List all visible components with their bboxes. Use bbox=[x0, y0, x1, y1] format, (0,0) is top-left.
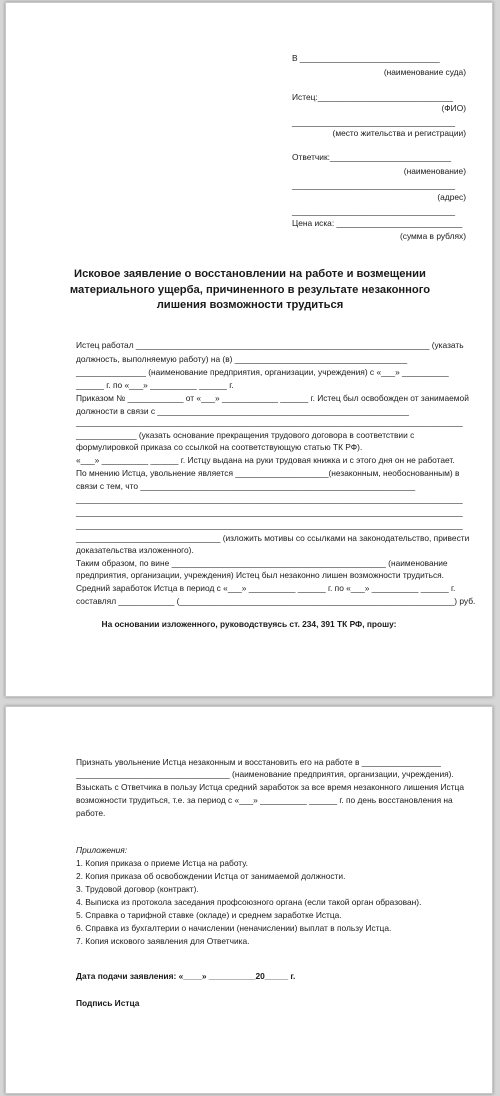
attachment-item: 6. Справка из бухгалтерии о начислении (неначислении) выплат в пользу Истца. bbox=[76, 923, 392, 933]
attachment-item: 2. Копия приказа об освобождении Истца от занимаемой должности. bbox=[76, 871, 346, 881]
body-line: предприятия, организации, учреждения) Истец был незаконно лишен возможности трудиться. bbox=[76, 570, 445, 580]
attachment-item: 7. Копия искового заявления для Ответчика. bbox=[76, 936, 250, 946]
document-title: Исковое заявление о восстановлении на работе и возмещении материального ущерба, причиненного в результате незаконного лишения возможности трудиться bbox=[69, 268, 431, 311]
body-line: должности в связи с ______________________________________________________ bbox=[76, 406, 409, 416]
body-line: _______________ (наименование предприятия, организации, учреждения) с «___» __________ bbox=[76, 367, 449, 377]
attachment-item: 4. Выписка из протокола заседания профсоюзного органа (если такой орган образован). bbox=[76, 897, 422, 907]
body-line: По мнению Истца, увольнение является ____________________(незаконным, необоснованным) в bbox=[76, 468, 460, 478]
plaintiff-signature: Подпись Истца bbox=[76, 998, 140, 1008]
body-line: ___________________________________________________________________________________ bbox=[76, 507, 463, 517]
body-line: Приказом № ____________ от «___» ____________ ______ г. Истец был освобожден от занимаемой bbox=[76, 393, 469, 403]
defendant-caption: (наименование) bbox=[403, 166, 466, 176]
plaintiff-address-line: ___________________________________ bbox=[292, 117, 456, 127]
court-caption: (наименование суда) bbox=[383, 67, 466, 77]
defendant-address-caption: (адрес) bbox=[437, 192, 466, 202]
body-line: _____________ (указать основание прекращения трудового договора в соответствии с bbox=[76, 430, 415, 440]
defendant-address-line-1: ___________________________________ bbox=[292, 180, 456, 190]
court-line: В ______________________________ bbox=[292, 53, 440, 63]
request-line: Признать увольнение Истца незаконным и восстановить его на работе в _________________ bbox=[76, 757, 441, 767]
request-line: _________________________________ (наименование предприятия, организации, учреждения). bbox=[76, 769, 454, 779]
body-line: ___________________________________________________________________________________ bbox=[76, 520, 463, 530]
body-line: Средний заработок Истца в период с «___» __________ ______ г. по «___» __________ ______ г. bbox=[76, 583, 456, 593]
plaintiff-caption: (ФИО) bbox=[441, 103, 466, 113]
body-line: ___________________________________________________________________________________ bbox=[76, 417, 463, 427]
request-line: Взыскать с Ответчика в пользу Истца средний заработок за все время незаконного лишения Истца bbox=[76, 782, 465, 792]
body-line: ___________________________________________________________________________________ bbox=[76, 494, 463, 504]
body-line: составлял ____________ (___________________________________________________________) руб. bbox=[76, 596, 476, 606]
body-line: должность, выполняемую работу) на (в) _____________________________________ bbox=[76, 354, 408, 364]
attachment-item: 3. Трудовой договор (контракт). bbox=[76, 884, 199, 894]
body-line: Истец работал _______________________________________________________________ (указать bbox=[76, 340, 464, 350]
body-line: _______________________________ (изложить мотивы со ссылками на законодательство, привести bbox=[76, 533, 470, 543]
page-1 bbox=[5, 2, 493, 697]
body-line: доказательства изложенного). bbox=[76, 545, 194, 555]
request-line: возможности трудиться, т.е. за период с «___» __________ ______ г. по день восстановления на bbox=[76, 795, 453, 805]
request-line: работе. bbox=[76, 808, 106, 818]
claim-price-caption: (сумма в рублях) bbox=[399, 231, 466, 241]
body-line: «___» __________ ______ г. Истцу выдана на руки трудовая книжка и с этого дня он не работает. bbox=[76, 455, 455, 465]
defendant-line: Ответчик:__________________________ bbox=[292, 152, 452, 162]
claim-price-line: Цена иска: ___________________________ bbox=[292, 218, 463, 228]
plaintiff-address-caption: (место жительства и регистрации) bbox=[332, 128, 466, 138]
defendant-address-line-2: ___________________________________ bbox=[292, 206, 456, 216]
attachments-heading: Приложения: bbox=[76, 845, 128, 855]
body-line: Таким образом, по вине ______________________________________________ (наименование bbox=[76, 558, 448, 568]
filing-date: Дата подачи заявления: «____» __________20_____ г. bbox=[76, 971, 296, 981]
body-line: связи с тем, что ___________________________________________________________ bbox=[76, 481, 416, 491]
attachment-item: 1. Копия приказа о приеме Истца на работу. bbox=[76, 858, 248, 868]
page-2 bbox=[5, 706, 493, 1094]
body-line: ______ г. по «___» __________ ______ г. bbox=[76, 380, 234, 390]
basis-statement: На основании изложенного, руководствуясь ст. 234, 391 ТК РФ, прошу: bbox=[101, 619, 397, 629]
attachment-item: 5. Справка о тарифной ставке (окладе) и среднем заработке Истца. bbox=[76, 910, 342, 920]
plaintiff-line: Истец:_____________________________ bbox=[292, 92, 453, 102]
body-line: формулировкой приказа со ссылкой на соответствующую статью ТК РФ). bbox=[76, 442, 363, 452]
